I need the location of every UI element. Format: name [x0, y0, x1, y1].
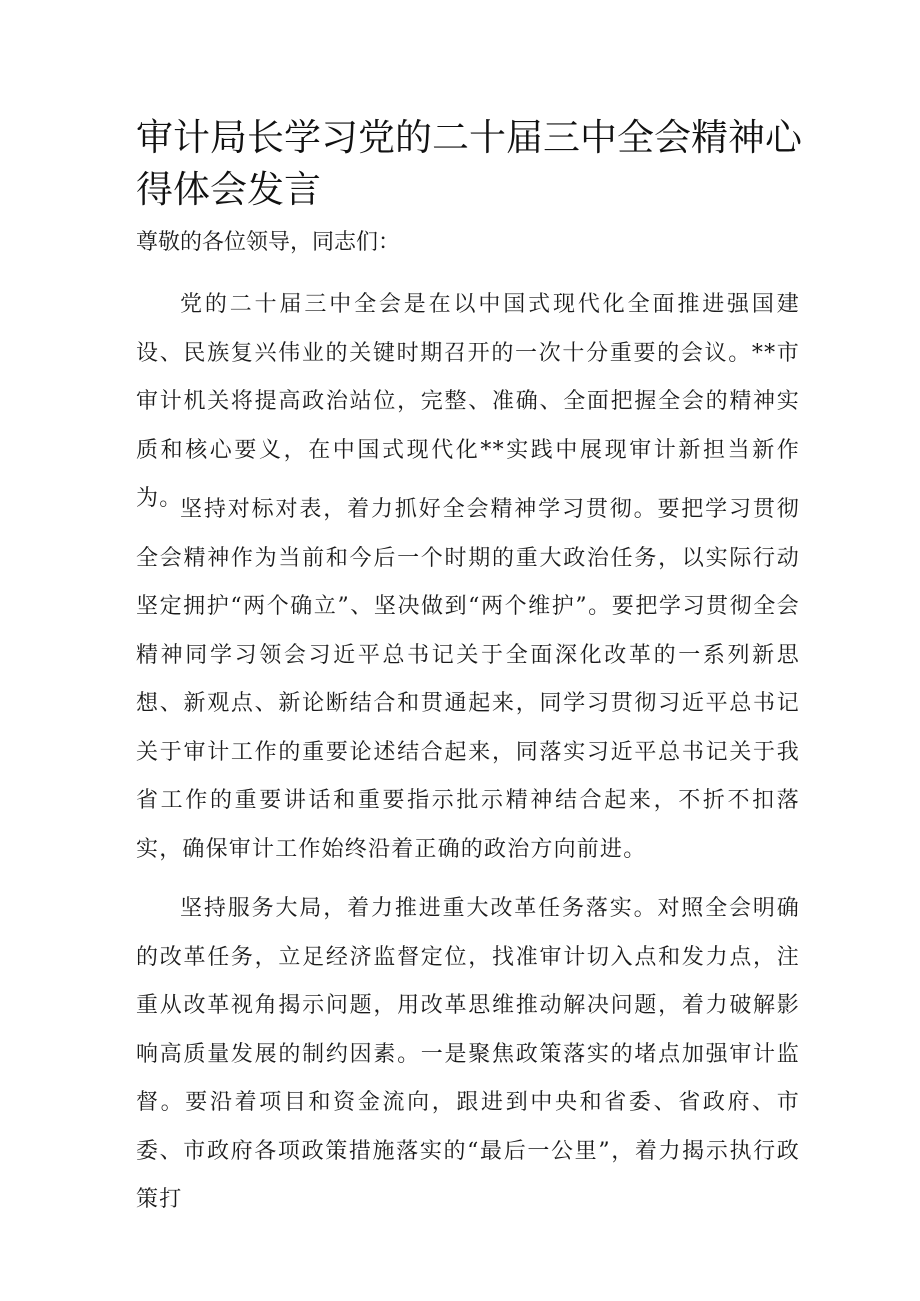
salutation: 尊敬的各位领导，同志们：	[136, 230, 401, 255]
document-title: 审计局长学习党的二十届三中全会精神心得体会发言	[136, 116, 802, 211]
paragraph-3: 坚持服务大局，着力推进重大改革任务落实。对照全会明确的改革任务，立足经济监督定位，找准审计切入点和发力点，注重从改革视角揭示问题，用改革思维推动解决问题，着力破解影响高质量发展的制约因素。一是聚焦政策落实的堵点加强审计监督。要沿着项目和资金流向，跟进到中央和省委、省政府、市委、市政府各项政策措施落实的“最后一公里”，着力揭示执行政策打	[136, 896, 800, 1212]
paragraph-2: 坚持对标对表，着力抓好全会精神学习贯彻。要把学习贯彻全会精神作为当前和今后一个时期的重大政治任务，以实际行动坚定拥护“两个确立”、坚决做到“两个维护”。要把学习贯彻全会精神同学习领会习近平总书记关于全面深化改革的一系列新思想、新观点、新论断结合和贯通起来，同学习贯彻习近平总书记关于审计工作的重要论述结合起来，同落实习近平总书记关于我省工作的重要讲话和重要指示批示精神结合起来，不折不扣落实，确保审计工作始终沿着正确的政治方向前进。	[136, 497, 800, 862]
paragraph-1: 党的二十届三中全会是在以中国式现代化全面推进强国建设、民族复兴伟业的关键时期召开的一次十分重要的会议。**市审计机关将提高政治站位，完整、准确、全面把握全会的精神实质和核心要义，在中国式现代化**实践中展现审计新担当新作为。	[136, 292, 800, 511]
